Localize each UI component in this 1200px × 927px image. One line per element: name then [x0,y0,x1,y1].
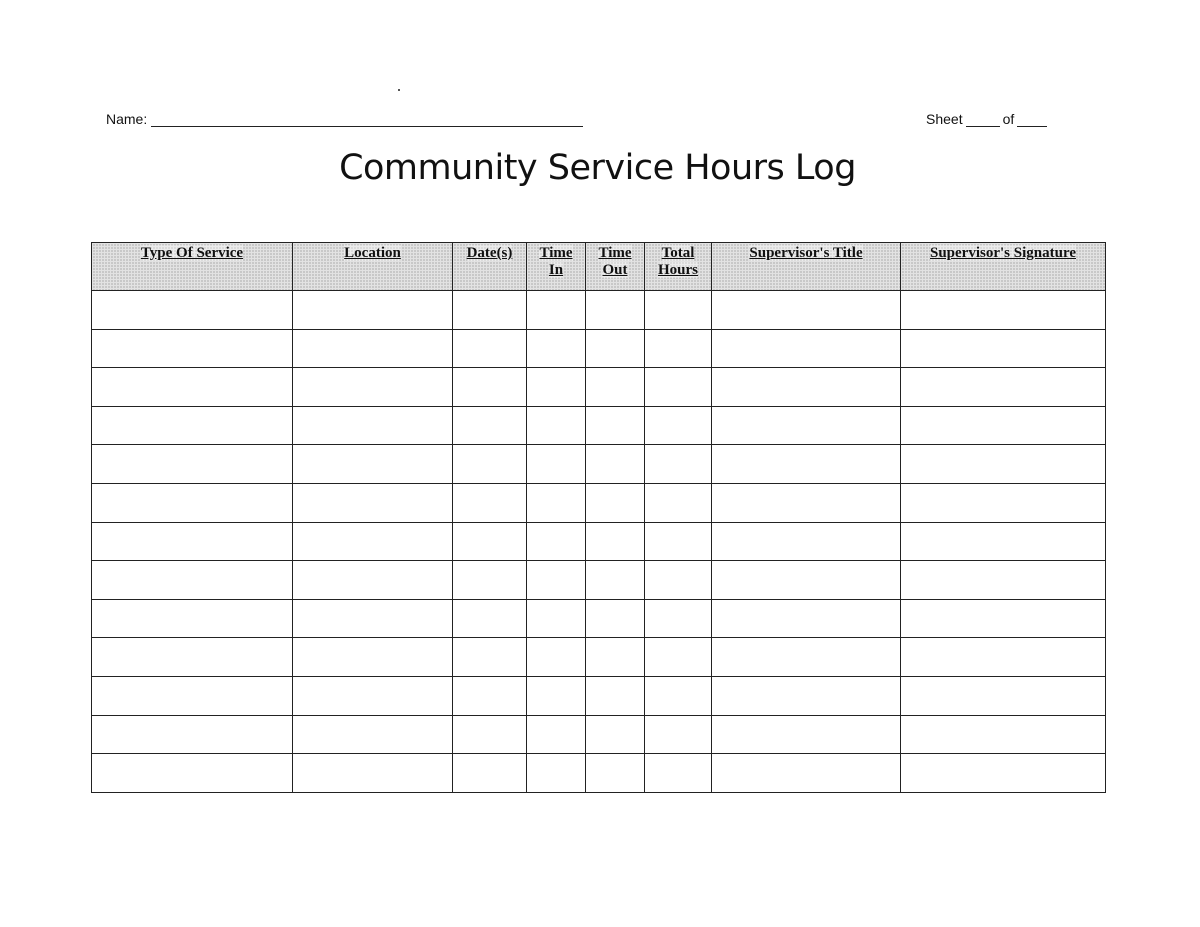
table-cell[interactable] [586,638,645,677]
table-cell[interactable] [712,638,901,677]
table-cell[interactable] [527,676,586,715]
table-cell[interactable] [901,445,1106,484]
table-cell[interactable] [712,291,901,330]
table-cell[interactable] [645,483,712,522]
column-header-time-out: Time Out [586,243,645,291]
table-cell[interactable] [586,676,645,715]
table-cell[interactable] [901,291,1106,330]
table-cell[interactable] [901,368,1106,407]
column-header-supervisor-title: Supervisor's Title [712,243,901,291]
table-cell[interactable] [586,561,645,600]
table-cell[interactable] [527,522,586,561]
table-cell[interactable] [527,638,586,677]
table-cell[interactable] [527,483,586,522]
table-cell[interactable] [92,676,293,715]
table-row [92,522,1106,561]
table-cell[interactable] [527,754,586,793]
table-cell[interactable] [453,676,527,715]
column-header-location: Location [293,243,453,291]
table-cell[interactable] [586,445,645,484]
table-cell[interactable] [645,368,712,407]
table-cell[interactable] [645,599,712,638]
table-cell[interactable] [586,522,645,561]
table-cell[interactable] [645,754,712,793]
table-row [92,638,1106,677]
table-cell[interactable] [293,291,453,330]
table-cell[interactable] [712,599,901,638]
table-cell[interactable] [453,561,527,600]
table-cell[interactable] [293,599,453,638]
sheet-total-blank[interactable] [1017,112,1047,127]
name-blank-line[interactable] [151,112,583,127]
table-cell[interactable] [293,676,453,715]
table-cell[interactable] [453,445,527,484]
table-cell[interactable] [901,715,1106,754]
table-cell[interactable] [453,754,527,793]
table-cell[interactable] [527,561,586,600]
table-cell[interactable] [293,483,453,522]
column-header-total-hours: Total Hours [645,243,712,291]
table-cell[interactable] [453,599,527,638]
table-cell[interactable] [92,599,293,638]
stray-mark [398,89,400,91]
table-cell[interactable] [901,754,1106,793]
column-header-type-of-service: Type Of Service [92,243,293,291]
table-row [92,445,1106,484]
table-cell[interactable] [712,368,901,407]
table-cell[interactable] [293,561,453,600]
table-cell[interactable] [453,638,527,677]
table-cell[interactable] [293,522,453,561]
table-row [92,676,1106,715]
table-row [92,329,1106,368]
table-cell[interactable] [293,406,453,445]
table-cell[interactable] [453,291,527,330]
table-cell[interactable] [645,445,712,484]
table-cell[interactable] [712,522,901,561]
table-row [92,368,1106,407]
table-cell[interactable] [645,676,712,715]
table-cell[interactable] [527,445,586,484]
table-cell[interactable] [586,291,645,330]
table-cell[interactable] [712,754,901,793]
table-cell[interactable] [901,406,1106,445]
table-cell[interactable] [293,445,453,484]
sheet-number-blank[interactable] [966,112,1000,127]
table-cell[interactable] [586,483,645,522]
table-cell[interactable] [92,291,293,330]
table-row [92,406,1106,445]
table-row [92,599,1106,638]
table-cell[interactable] [293,329,453,368]
table-row [92,483,1106,522]
table-cell[interactable] [645,522,712,561]
table-cell[interactable] [901,561,1106,600]
table-cell[interactable] [527,406,586,445]
table-cell[interactable] [645,329,712,368]
table-cell[interactable] [92,522,293,561]
table-cell[interactable] [527,368,586,407]
table-cell[interactable] [712,715,901,754]
table-cell[interactable] [901,329,1106,368]
table-cell[interactable] [645,561,712,600]
table-cell[interactable] [92,406,293,445]
column-header-supervisor-signature: Supervisor's Signature [901,243,1106,291]
log-body [92,291,1106,793]
table-cell[interactable] [92,329,293,368]
table-cell[interactable] [92,638,293,677]
table-row [92,715,1106,754]
table-cell[interactable] [712,676,901,715]
sheet-label: Sheet [926,111,963,127]
table-cell[interactable] [453,483,527,522]
table-cell[interactable] [901,483,1106,522]
table-cell[interactable] [453,368,527,407]
table-cell[interactable] [527,329,586,368]
table-cell[interactable] [92,368,293,407]
table-cell[interactable] [92,561,293,600]
table-row [92,754,1106,793]
name-field [106,111,583,127]
table-cell[interactable] [645,291,712,330]
table-cell[interactable] [586,329,645,368]
table-cell[interactable] [712,406,901,445]
table-cell[interactable] [453,329,527,368]
table-cell[interactable] [712,561,901,600]
table-cell[interactable] [527,715,586,754]
table-cell[interactable] [712,483,901,522]
table-cell[interactable] [586,599,645,638]
table-cell[interactable] [92,754,293,793]
table-row [92,561,1106,600]
table-cell[interactable] [586,715,645,754]
table-cell[interactable] [527,599,586,638]
table-cell[interactable] [586,368,645,407]
table-cell[interactable] [453,522,527,561]
table-cell[interactable] [293,754,453,793]
hours-log-table [91,242,1106,793]
column-header-dates: Date(s) [453,243,527,291]
table-cell[interactable] [586,754,645,793]
table-cell[interactable] [92,445,293,484]
table-cell[interactable] [645,406,712,445]
table-cell[interactable] [586,406,645,445]
header-row [92,243,1106,291]
table-cell[interactable] [712,445,901,484]
table-cell[interactable] [293,368,453,407]
table-cell[interactable] [293,638,453,677]
column-header-time-in: Time In [527,243,586,291]
name-label: Name: [106,111,148,127]
table-cell[interactable] [453,406,527,445]
sheet-field [926,111,1050,127]
table-cell[interactable] [901,638,1106,677]
page-title: Community Service Hours Log [339,148,856,188]
table-cell[interactable] [293,715,453,754]
table-cell[interactable] [901,676,1106,715]
of-label: of [1002,111,1015,127]
table-cell[interactable] [92,715,293,754]
table-cell[interactable] [92,483,293,522]
table-cell[interactable] [453,715,527,754]
table-cell[interactable] [645,638,712,677]
table-cell[interactable] [527,291,586,330]
table-cell[interactable] [901,522,1106,561]
table-cell[interactable] [712,329,901,368]
table-cell[interactable] [901,599,1106,638]
table-cell[interactable] [645,715,712,754]
table-row [92,291,1106,330]
